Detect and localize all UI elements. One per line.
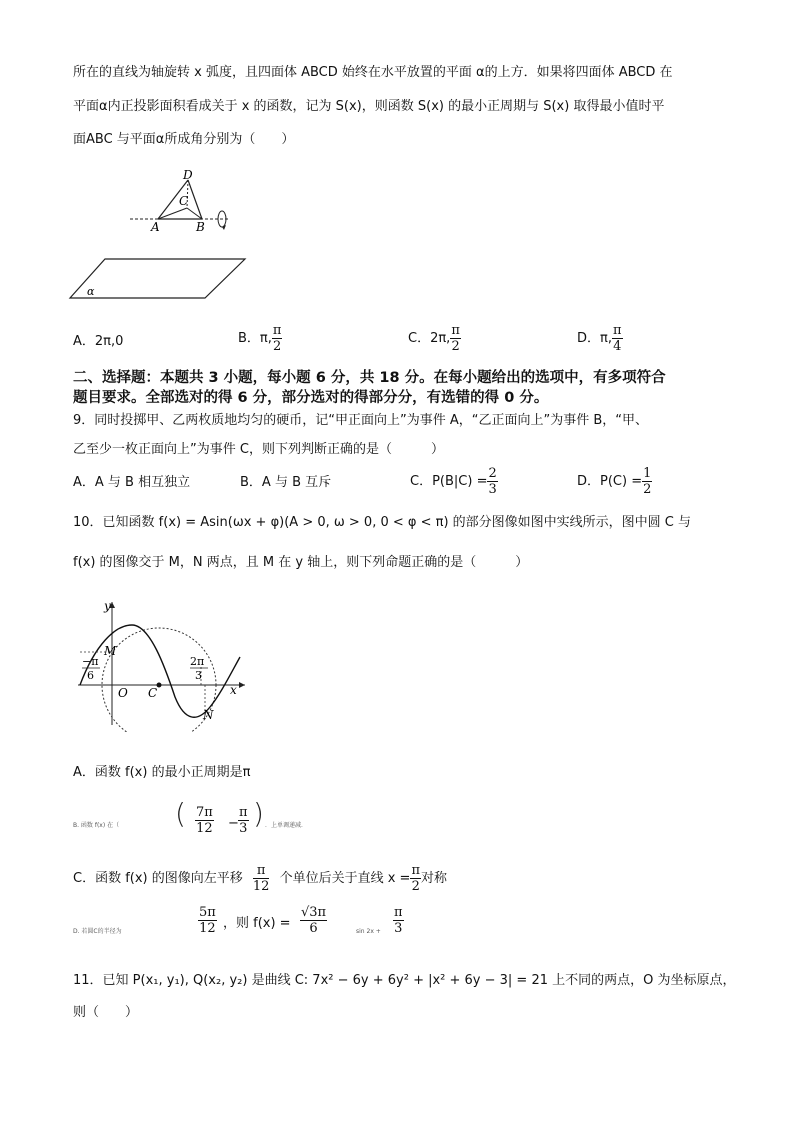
- tetrahedron-figure: [65, 168, 250, 303]
- x-axis-arrow-icon: [239, 682, 245, 688]
- q9-option-a: A．A 与 B 相互独立: [73, 475, 191, 490]
- q9-line-2: 乙至少一枚正面向上”为事件 C，则下列判断正确的是（ ）: [73, 442, 444, 457]
- label-n: N: [203, 708, 214, 722]
- label-six: 6: [87, 669, 94, 682]
- q10-line-2: f(x) 的图像交于 M，N 两点，且 M 在 y 轴上，则下列命题正确的是（ ）: [73, 555, 529, 570]
- q10-option-a: A．函数 f(x) 的最小正周期是π: [73, 765, 251, 780]
- label-b: B: [196, 220, 205, 234]
- label-alpha: α: [87, 285, 95, 298]
- q8-option-c: C．2π, $\frac{\pi}{2}$: [408, 323, 460, 354]
- q9-option-b: B．A 与 B 互斥: [240, 475, 332, 490]
- q8-line-1: 所在的直线为轴旋转 x 弧度，且四面体 ABCD 始终在水平放置的平面 α的上方．如果将四面体 ABCD 在: [73, 65, 673, 80]
- q8-option-a: A．2π,0: [73, 334, 124, 349]
- label-neg-pi: −π: [82, 655, 99, 668]
- label-m: M: [104, 644, 117, 658]
- section-2-heading-line-2: 题目要求。全部选对的得 6 分，部分选对的得部分分，有选错的得 0 分。: [73, 390, 549, 406]
- label-a: A: [151, 220, 160, 234]
- label-d: D: [183, 168, 193, 182]
- sine-graph-figure: [70, 597, 250, 732]
- q9-line-1: 9．同时投掷甲、乙两枚质地均匀的硬币，记“甲正面向上”为事件 A，“乙正面向上”为事件 B，“甲、: [73, 413, 649, 428]
- label-c: C: [148, 686, 158, 700]
- q11-line-2: 则（ ）: [73, 1005, 139, 1020]
- label-o: O: [118, 686, 128, 700]
- q8-line-2: 平面α内正投影面积看成关于 x 的函数，记为 S(x)，则函数 S(x) 的最小正周期与 S(x) 取得最小值时平: [73, 99, 665, 114]
- label-c: C: [179, 194, 189, 208]
- point-c: [157, 683, 162, 688]
- q10-option-c: C．函数 f(x) 的图像向左平移 $\frac{\pi}{12}$ 个单位后关于直线 x = $\frac{\pi}{2}$ 对称: [73, 863, 448, 894]
- label-x: x: [230, 683, 237, 697]
- q11-line-1: 11．已知 P(x₁, y₁), Q(x₂, y₂) 是曲线 C: 7x² − 6y + 6y² + |x² + 6y − 3| = 21 上不同的两点，O 为坐标原点，: [73, 973, 736, 988]
- section-2-heading-line-1: 二、选择题：本题共 3 小题，每小题 6 分，共 18 分。在每小题给出的选项中，有多项符合: [73, 370, 666, 386]
- q9-option-c: C．P(B|C) = $\frac{2}{3}$: [410, 466, 497, 497]
- q8-option-b: B．π, $\frac{\pi}{2}$: [238, 323, 282, 354]
- label-three: 3: [195, 669, 202, 682]
- q10-line-1: 10．已知函数 f(x) = Asin(ωx + φ)(A > 0, ω > 0, 0 < φ < π) 的部分图像如图中实线所示，图中圆 C 与: [73, 515, 691, 530]
- q8-option-d: D．π, $\frac{\pi}{4}$: [577, 323, 622, 354]
- label-y: y: [104, 599, 111, 613]
- q9-option-d: D．P(C) = $\frac{1}{2}$: [577, 466, 652, 497]
- plane-alpha: [70, 259, 245, 298]
- edge-db: [188, 180, 202, 219]
- label-two-pi: 2π: [190, 655, 205, 668]
- q8-line-3: 面ABC 与平面α所成角分别为（ ）: [73, 132, 295, 147]
